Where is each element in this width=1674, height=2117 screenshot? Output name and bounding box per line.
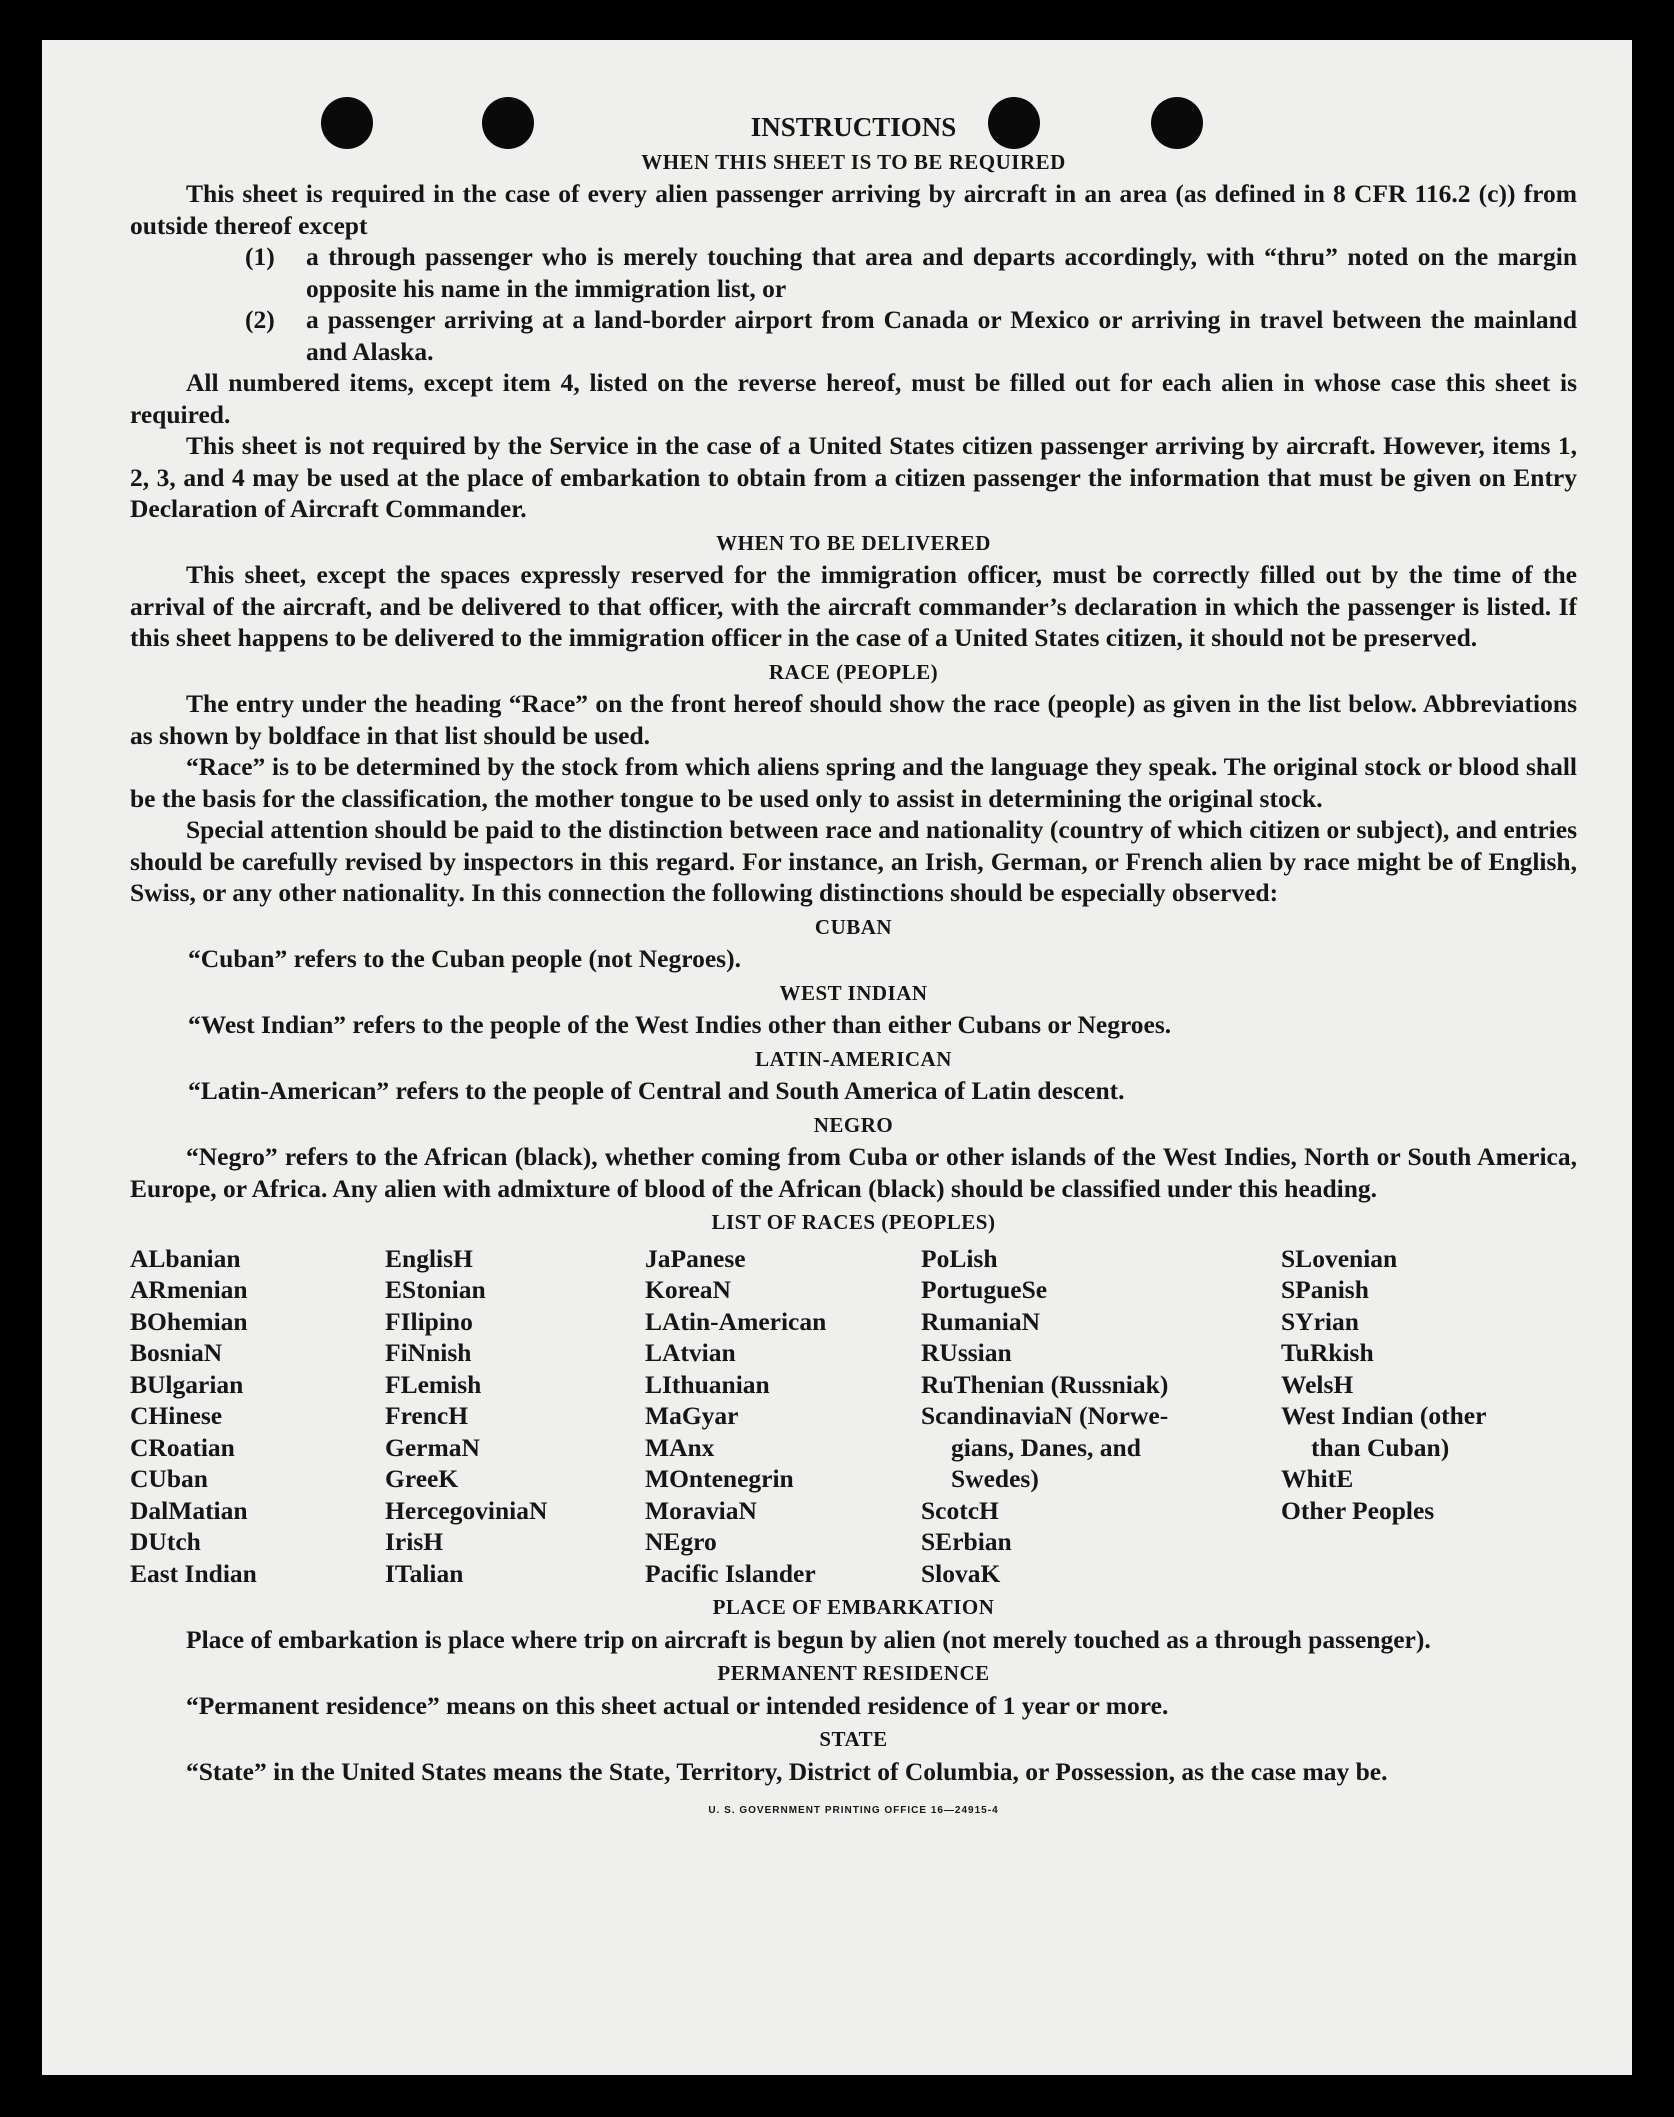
race-item: EStonian — [385, 1275, 486, 1304]
race-item: FIlipino — [385, 1306, 473, 1336]
race-item: ScotcH — [921, 1495, 999, 1525]
race-item-continued: than Cuban) — [1311, 1432, 1450, 1462]
section-heading-state: STATE — [819, 1727, 888, 1751]
races-heading: LIST OF RACES (PEOPLES) — [711, 1210, 996, 1234]
race-item: DalMatian — [130, 1495, 248, 1525]
printing-office-footer: U. S. GOVERNMENT PRINTING OFFICE 16—24915-4 — [708, 1805, 999, 1816]
paragraph: This sheet is not required by the Service in the case of a United States citizen passenger arriving by aircraft. However, items 1, 2, 3, and 4 may be used at the place of embarkation to obtain from a citizen passenger the information that must be given on Entry Declaration of Aircraft Commander. — [130, 431, 1577, 523]
race-item: ScandinaviaN (Norwe- — [921, 1401, 1169, 1430]
race-item: SErbian — [921, 1527, 1012, 1556]
race-item: LIthuanian — [645, 1369, 770, 1399]
paragraph: All numbered items, except item 4, listed on the reverse hereof, must be filled out for each alien in whose case this sheet is required. — [130, 368, 1577, 429]
race-item: West Indian (other — [1281, 1401, 1487, 1430]
race-item: HercegoviniaN — [385, 1495, 548, 1525]
race-item: FiNnish — [385, 1338, 472, 1367]
races-column-5 — [1281, 1243, 1577, 1590]
paragraph: This sheet, except the spaces expressly reserved for the immigration officer, must be correctly filled out by the time of the arrival of the aircraft, and be delivered to that officer, with the aircraft commander’s declaration in which the passenger is listed. If this sheet happens to be delivered to the immigration officer in the case of a United States citizen, it should not be preserved. — [130, 560, 1577, 652]
definition-text: “Latin-American” refers to the people of Central and South America of Latin descent. — [188, 1076, 1125, 1105]
race-item: EnglisH — [385, 1243, 473, 1273]
definition-heading: WEST INDIAN — [779, 980, 928, 1005]
definition-text: “West Indian” refers to the people of the West Indies other than either Cubans or Negroes. — [188, 1010, 1172, 1039]
race-item: BOhemian — [130, 1306, 248, 1336]
race-item: PortugueSe — [921, 1275, 1048, 1304]
races-column-4 — [921, 1243, 1281, 1590]
race-item: DUtch — [130, 1527, 201, 1556]
race-item-continued: gians, Danes, and — [951, 1432, 1141, 1462]
races-column-1 — [130, 1243, 385, 1590]
race-item: Pacific Islander — [645, 1558, 816, 1588]
race-item: GermaN — [385, 1432, 480, 1462]
race-item: MAnx — [645, 1432, 715, 1462]
page-title: INSTRUCTIONS — [750, 112, 957, 142]
race-item: NEgro — [645, 1527, 717, 1556]
race-item: WhitE — [1281, 1464, 1354, 1493]
race-item: CUban — [130, 1464, 208, 1493]
paragraph: “Permanent residence” means on this sheet actual or intended residence of 1 year or more. — [186, 1690, 1169, 1720]
race-item: ITalian — [385, 1558, 464, 1588]
race-item: KoreaN — [645, 1275, 731, 1304]
paragraph: “State” in the United States means the State, Territory, District of Columbia, or Possession, as the case may be. — [186, 1756, 1388, 1786]
definition-heading: LATIN-AMERICAN — [755, 1046, 952, 1071]
item-text: a passenger arriving at a land-border airport from Canada or Mexico or arriving in travel between the mainland and Alaska. — [306, 305, 1577, 366]
list-item — [245, 241, 1577, 304]
paragraph: Place of embarkation is place where trip on aircraft is begun by alien (not merely touched as a through passenger). — [186, 1624, 1431, 1654]
race-item: MaGyar — [645, 1401, 739, 1430]
race-item: RuThenian (Russniak) — [921, 1369, 1169, 1399]
definition-heading: NEGRO — [813, 1112, 894, 1137]
item-number: (2) — [245, 305, 275, 334]
race-item: SlovaK — [921, 1558, 1001, 1588]
race-item: RUssian — [921, 1338, 1012, 1367]
race-item: LAtin-American — [645, 1306, 827, 1336]
paragraph: Special attention should be paid to the distinction between race and nationality (country of which citizen or subject), and entries should be carefully revised by inspectors in this regard. For instance, an Irish, German, or French alien by race might be of English, Swiss, or any other nationality. In this connection the following distinctions should be especially observed: — [130, 815, 1577, 907]
paragraph: The entry under the heading “Race” on the front hereof should show the race (people) as given in the list below. Abbreviations as shown by boldface in that list should be used. — [130, 689, 1577, 750]
race-item: SLovenian — [1281, 1243, 1398, 1273]
race-item: CHinese — [130, 1401, 223, 1430]
race-item: SYrian — [1281, 1306, 1359, 1336]
definition-text: “Cuban” refers to the Cuban people (not Negroes). — [188, 944, 741, 973]
race-item-continued: Swedes) — [951, 1464, 1039, 1493]
race-item: IrisH — [385, 1527, 444, 1556]
race-item: GreeK — [385, 1464, 459, 1493]
section-heading-residence: PERMANENT RESIDENCE — [717, 1661, 990, 1685]
race-item: MoraviaN — [645, 1495, 757, 1525]
races-column-2 — [385, 1243, 645, 1590]
list-item — [245, 304, 1577, 367]
race-item: PoLish — [921, 1243, 998, 1273]
race-item: BUlgarian — [130, 1369, 244, 1399]
race-item: RumaniaN — [921, 1306, 1041, 1336]
item-text: a through passenger who is merely touching that area and departs accordingly, with “thru” noted on the margin opposite his name in the immigration list, or — [306, 242, 1577, 303]
definition-heading: CUBAN — [814, 914, 893, 939]
item-number: (1) — [245, 242, 275, 271]
definition-text: “Negro” refers to the African (black), whether coming from Cuba or other islands of the West Indies, North or South America, Europe, or Africa. Any alien with admixture of blood of the African (black) should be classified under this heading. — [130, 1142, 1577, 1203]
race-item: LAtvian — [645, 1338, 736, 1367]
document-page — [42, 40, 1632, 2075]
race-item: BosniaN — [130, 1338, 223, 1367]
instructions-body — [130, 110, 1577, 1827]
race-item: East Indian — [130, 1558, 257, 1588]
section-heading-embarkation: PLACE OF EMBARKATION — [712, 1595, 995, 1619]
race-item: FLemish — [385, 1369, 482, 1399]
race-item: ALbanian — [130, 1243, 241, 1273]
section-heading-required: WHEN THIS SHEET IS TO BE REQUIRED — [641, 149, 1066, 174]
races-list — [130, 1243, 1577, 1590]
race-item: WelsH — [1281, 1369, 1354, 1399]
race-item: CRoatian — [130, 1432, 235, 1462]
race-item: FrencH — [385, 1401, 469, 1430]
section-heading-delivered: WHEN TO BE DELIVERED — [716, 530, 991, 555]
paragraph: “Race” is to be determined by the stock from which aliens spring and the language they speak. The original stock or blood shall be the basis for the classification, the mother tongue to be used only to assist in determining the original stock. — [130, 752, 1577, 813]
race-item: TuRkish — [1281, 1338, 1374, 1367]
section-heading-race: RACE (PEOPLE) — [768, 659, 939, 684]
race-item: JaPanese — [645, 1243, 746, 1273]
races-column-3 — [645, 1243, 921, 1590]
race-item: MOntenegrin — [645, 1464, 794, 1493]
race-item: ARmenian — [130, 1275, 248, 1304]
race-item: SPanish — [1281, 1275, 1369, 1304]
paragraph: This sheet is required in the case of every alien passenger arriving by aircraft in an area (as defined in 8 CFR 116.2 (c)) from outside thereof except — [130, 179, 1577, 240]
race-item: Other Peoples — [1281, 1495, 1435, 1525]
